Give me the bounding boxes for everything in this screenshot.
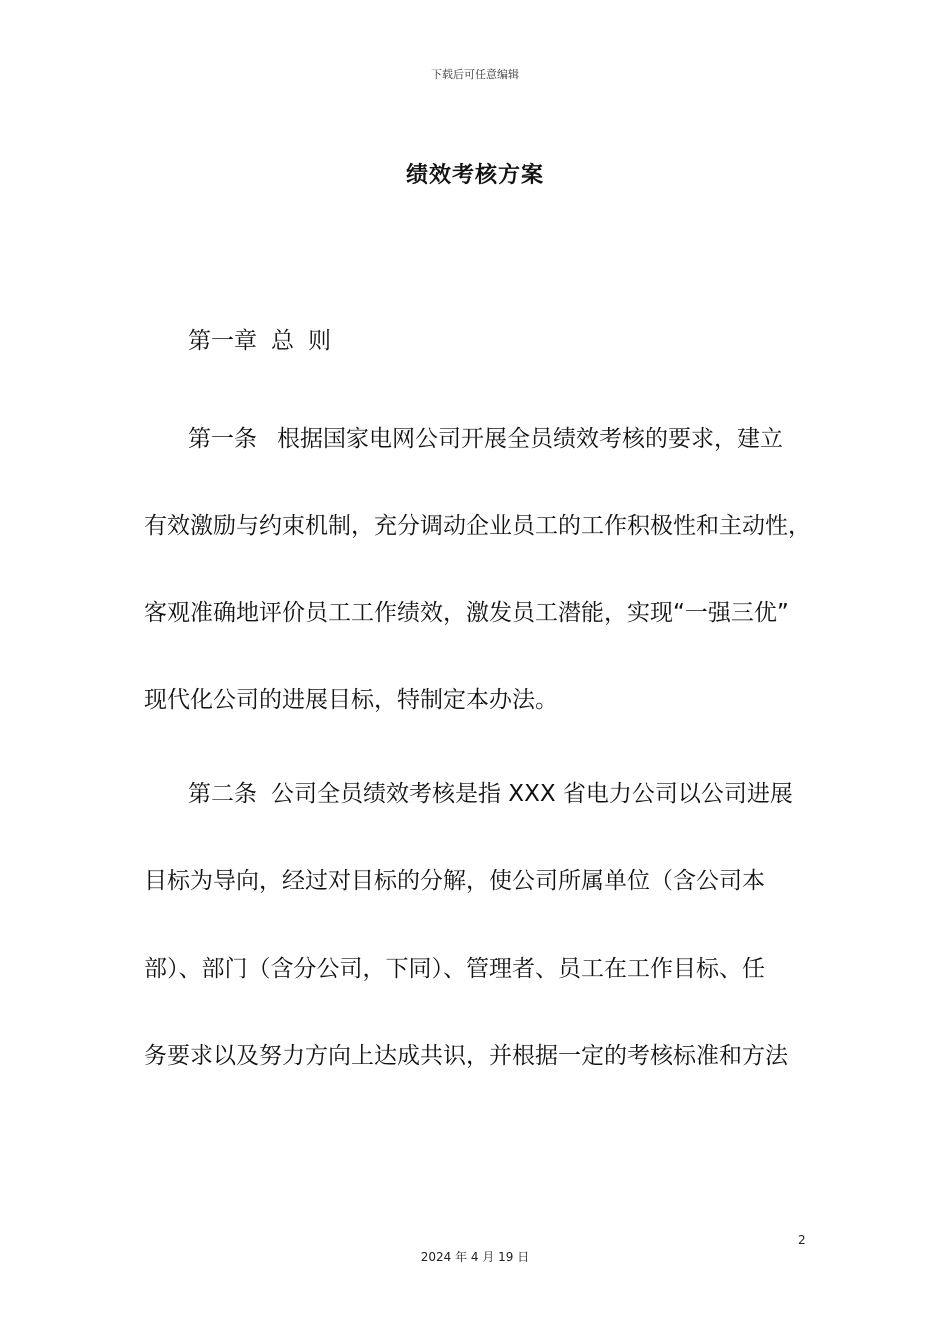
- article-1-line-2: 有效激励与约束机制，充分调动企业员工的工作积极性和主动性，: [144, 513, 811, 539]
- article-1-text: 根据国家电网公司开展全员绩效考核的要求，建立: [277, 426, 783, 452]
- page-header: 下载后可任意编辑: [431, 68, 519, 81]
- chapter-heading: [188, 326, 331, 356]
- chapter-word-1: 总: [271, 328, 294, 354]
- chapter-word-2: 则: [308, 328, 331, 354]
- article-2-line-4: 务要求以及努力方向上达成共识，并根据一定的考核标准和方法: [144, 1043, 788, 1069]
- article-2-label: 第二条: [188, 781, 257, 807]
- chapter-label: 第一章: [188, 328, 257, 354]
- article-2-line-3: 部）、部门（含分公司，下同）、管理者、员工在工作目标、任: [144, 956, 765, 982]
- article-2-line-1: [188, 779, 793, 809]
- page-footer-date: 2024 年 4 月 19 日: [420, 1250, 530, 1264]
- article-1-line-1: [188, 424, 783, 454]
- page-number: 2: [798, 1233, 806, 1247]
- article-1-line-4: 现代化公司的进展目标，特制定本办法。: [144, 687, 558, 713]
- article-1-label: 第一条: [188, 426, 257, 452]
- article-2-text: 公司全员绩效考核是指 XXX 省电力公司以公司进展: [271, 781, 793, 807]
- document-title: 绩效考核方案: [405, 163, 544, 188]
- article-1-line-3: 客观准确地评价员工工作绩效，激发员工潜能，实现“一强三优”: [144, 600, 789, 626]
- article-2-line-2: 目标为导向，经过对目标的分解，使公司所属单位（含公司本: [144, 868, 765, 894]
